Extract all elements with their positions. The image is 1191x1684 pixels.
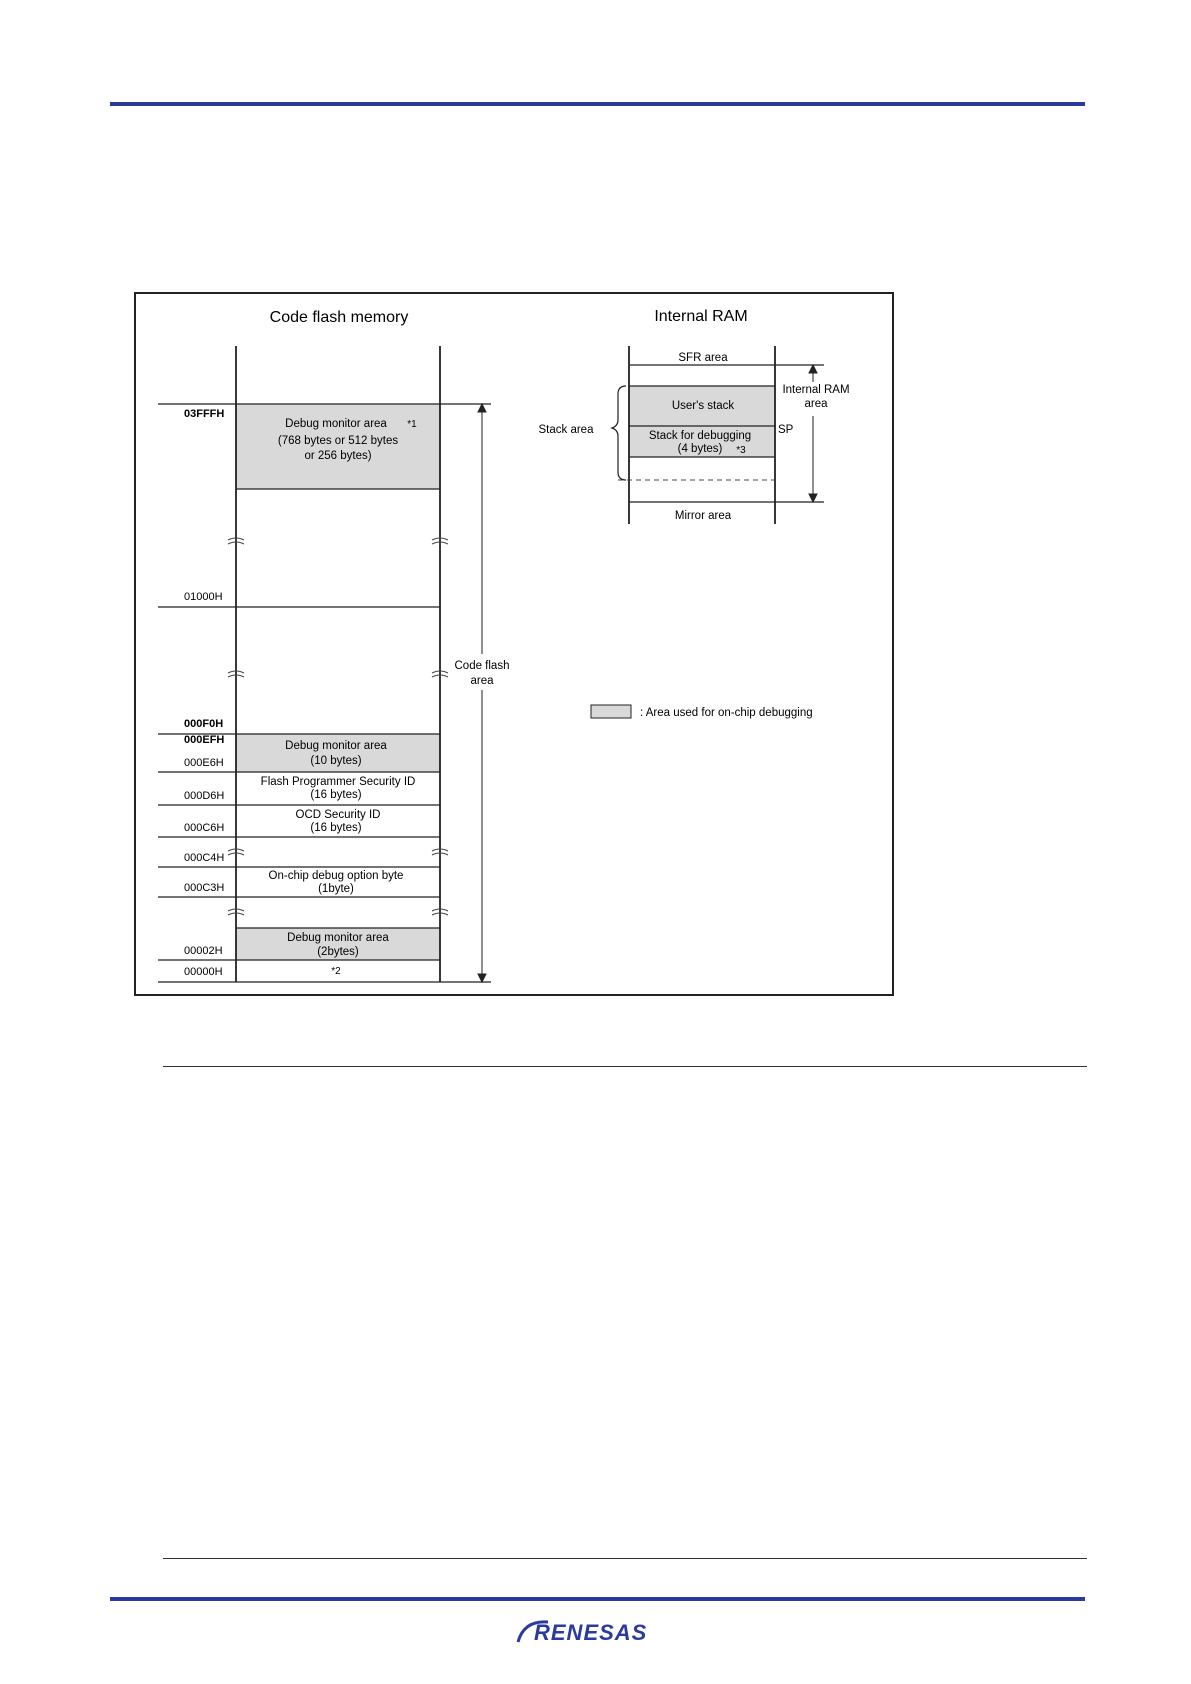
debug-monitor-10-line1: Debug monitor area xyxy=(285,740,387,752)
footnote-rule xyxy=(163,1066,1087,1067)
memory-map-diagram xyxy=(136,294,892,994)
code-flash-range-line2: area xyxy=(470,675,494,687)
addr-000F0H: 000F0H xyxy=(184,718,224,730)
stack-debug-line1: Stack for debugging xyxy=(648,430,752,442)
note-1: *1 xyxy=(407,419,417,430)
addr-00000H: 00000H xyxy=(184,966,223,978)
debug-monitor-top-line2: (768 bytes or 512 bytes xyxy=(277,435,399,447)
note-3: *3 xyxy=(736,445,746,456)
flash-programmer-id-line1: Flash Programmer Security ID xyxy=(260,776,416,788)
addr-000E6H: 000E6H xyxy=(184,757,224,769)
addr-000D6H: 000D6H xyxy=(184,790,225,802)
ocd-security-id-line1: OCD Security ID xyxy=(295,809,381,821)
footer-rule xyxy=(110,1597,1085,1601)
stack-area-brace xyxy=(612,386,626,480)
sp-label: SP xyxy=(778,424,794,436)
users-stack-label: User's stack xyxy=(671,400,735,412)
mirror-area-label: Mirror area xyxy=(674,510,732,522)
code-flash-separators xyxy=(158,404,491,982)
debug-monitor-2-line2: (2bytes) xyxy=(317,946,359,958)
addr-03FFFH: 03FFFH xyxy=(184,408,225,420)
debug-monitor-2-line1: Debug monitor area xyxy=(287,932,389,944)
flash-programmer-id-line2: (16 bytes) xyxy=(310,789,362,801)
ram-area-line2: area xyxy=(804,398,828,410)
header-rule xyxy=(110,102,1085,106)
option-byte-line2: (1byte) xyxy=(318,883,354,895)
wall-break-marks xyxy=(228,538,448,915)
stack-area-label: Stack area xyxy=(538,424,594,436)
note-2: *2 xyxy=(331,966,341,977)
code-flash-title: Code flash memory xyxy=(269,309,409,326)
logo-wordmark: RENESAS xyxy=(534,1620,648,1645)
debug-monitor-top-line3: or 256 bytes) xyxy=(304,450,372,462)
ram-area-line1: Internal RAM xyxy=(782,384,850,396)
memory-map-figure xyxy=(134,292,894,996)
sfr-area-label: SFR area xyxy=(678,352,728,364)
addr-00002H: 00002H xyxy=(184,945,223,957)
legend-swatch xyxy=(591,705,631,718)
renesas-logo xyxy=(514,1616,694,1646)
addr-000C3H: 000C3H xyxy=(184,882,225,894)
addr-01000H: 01000H xyxy=(184,591,223,603)
legend-text: : Area used for on-chip debugging xyxy=(640,707,813,719)
ocd-security-id-line2: (16 bytes) xyxy=(310,822,362,834)
debug-monitor-top-line1: Debug monitor area xyxy=(285,418,387,430)
debug-monitor-10-line2: (10 bytes) xyxy=(310,755,362,767)
internal-ram-title: Internal RAM xyxy=(654,308,748,325)
bottom-thin-rule xyxy=(163,1558,1087,1559)
addr-000EFH: 000EFH xyxy=(184,734,225,746)
stack-debug-line2: (4 bytes) xyxy=(677,443,723,455)
code-flash-range-line1: Code flash xyxy=(454,660,510,672)
addr-000C4H: 000C4H xyxy=(184,852,225,864)
addr-000C6H: 000C6H xyxy=(184,822,225,834)
option-byte-line1: On-chip debug option byte xyxy=(268,870,404,882)
code-flash-range-arrow xyxy=(478,404,486,982)
